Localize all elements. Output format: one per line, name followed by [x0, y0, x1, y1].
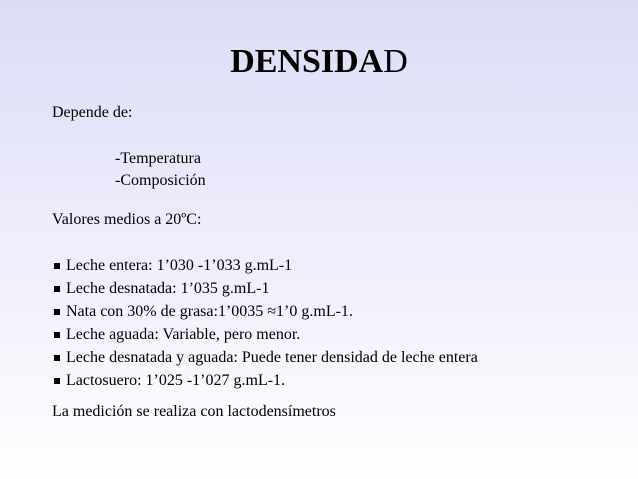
- list-item: [52, 346, 478, 369]
- list-item-text: Lactosuero: 1’025 -1’027 g.mL-1.: [66, 372, 286, 389]
- list-item-text: Leche desnatada y aguada: Puede tener densidad de leche entera: [66, 349, 478, 366]
- slide-title-bold: DENSIDA: [230, 43, 384, 80]
- square-bullet-icon: [54, 355, 60, 361]
- values-heading: Valores medios a 20ºC:: [52, 211, 202, 228]
- square-bullet-icon: [54, 286, 60, 292]
- list-item: [52, 277, 478, 300]
- list-item: [52, 369, 478, 392]
- slide-title: [0, 42, 638, 82]
- square-bullet-icon: [54, 332, 60, 338]
- list-item: [52, 323, 478, 346]
- square-bullet-icon: [54, 378, 60, 384]
- depends-label: Depende de:: [52, 104, 133, 121]
- density-values-list: [52, 254, 478, 392]
- list-item: [52, 254, 478, 277]
- footer-note: La medición se realiza con lactodensímetros: [52, 403, 336, 420]
- factor-composition: -Composición: [115, 172, 206, 189]
- list-item-text: Leche aguada: Variable, pero menor.: [66, 326, 301, 343]
- factor-temperature: -Temperatura: [115, 150, 201, 167]
- square-bullet-icon: [54, 263, 60, 269]
- list-item-text: Leche entera: 1’030 -1’033 g.mL-1: [66, 257, 293, 274]
- list-item-text: Nata con 30% de grasa:1’0035 ≈1’0 g.mL-1.: [66, 303, 353, 320]
- list-item-text: Leche desnatada: 1’035 g.mL-1: [66, 280, 270, 297]
- list-item: [52, 300, 478, 323]
- slide-title-regular: D: [383, 43, 408, 80]
- square-bullet-icon: [54, 309, 60, 315]
